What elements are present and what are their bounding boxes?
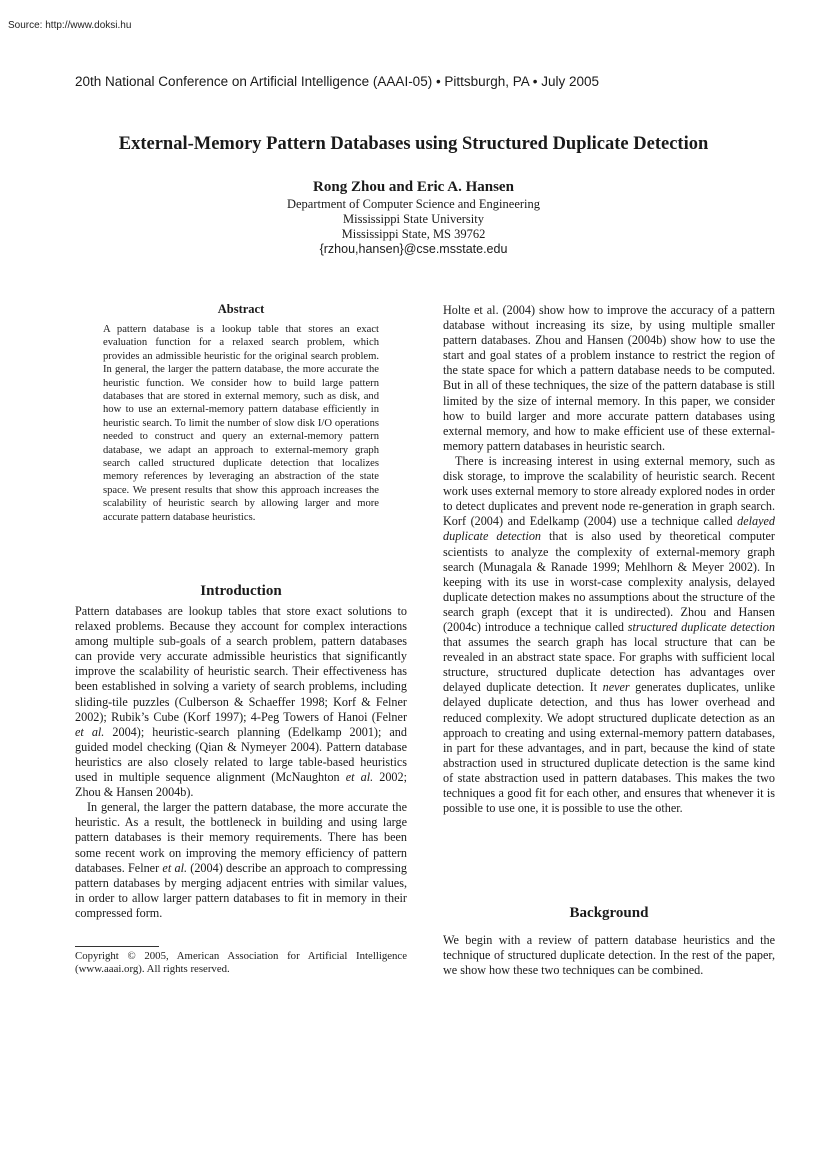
right-p2-term-structured: structured duplicate detection <box>627 619 775 634</box>
intro-p1-text-b: 2004); heuristic-search planning (Edelkamp 2001); and guided model checking (Qian & Nymeyer 2004). Pattern database heuristics are also closely related to large table-based heuristics used in multiple sequence alignment (McNaughton <box>75 724 407 785</box>
conference-header: 20th National Conference on Artificial Intelligence (AAAI-05) • Pittsburgh, PA • July 2005 <box>75 74 599 89</box>
affiliation-address: Mississippi State, MS 39762 <box>341 227 486 241</box>
right-p2-term-delayed: delayed duplicate detection <box>443 514 775 544</box>
right-paragraph-1: Holte et al. (2004) show how to improve the accuracy of a pattern database without increasing its size, by using multiple smaller pattern databases. Zhou and Hansen (2004b) show how to use the start and goal states of a problem instance to restrict the region of the state space for which a pattern database needs to be computed. But in all of these techniques, the size of the pattern database is still limited by the size of internal memory. In this paper, we consider how to build larger and more accurate pattern databases using external memory, and how to make efficient use of these external-memory pattern databases in heuristic search. <box>443 303 775 453</box>
background-body <box>443 933 775 978</box>
intro-p1-text-a: Pattern databases are lookup tables that store exact solutions to relaxed problems. Because they account for complex interactions among multiple sub-goals of a search problem, pattern databases can provide very accurate admissible heuristics that significantly improve the scalability of heuristic search. Their effectiveness has been established in solving a variety of search problems, including sliding-tile puzzles (Culberson & Schaeffer 1998; Korf & Felner 2002); Rubik’s Cube (Korf 1997); 4-Peg Towers of Hanoi (Felner <box>75 604 407 724</box>
paper-title: External-Memory Pattern Databases using Structured Duplicate Detection <box>118 134 709 154</box>
footnote-rule <box>75 946 159 947</box>
source-url: Source: http://www.doksi.hu <box>8 20 132 31</box>
right-p2-text-c: that assumes the search graph has local structure that can be revealed in an abstract state space. For graphs with sufficient local structure, structured duplicate detection has advantages over delayed duplicate detection. It <box>443 635 775 695</box>
intro-p2-etal: et al. <box>162 860 188 875</box>
abstract-text: A pattern database is a lookup table that stores an exact evaluation function for a relaxed search problem, which provides an admissible heuristic for the original search problem. In general, the larger the pattern database, the more accurate the heuristic function. We consider how to build large pattern databases that are stored in external memory, such as disk, and how to use an external-memory pattern database efficiently in heuristic search. To limit the number of slow disk I/O operations needed to construct and query an external-memory pattern database, we adapt an approach to external-memory graph search called structured duplicate detection that localizes memory references by leveraging an abstraction of the state space. We present results that show this approach increases the scalability of heuristic search by allowing larger and more accurate pattern database heuristics. <box>103 324 379 523</box>
intro-p1-text-c: 2002; Zhou & Hansen 2004b). <box>75 770 408 800</box>
intro-p2-text-b: (2004) describe an approach to compressing pattern databases by merging adjacent entries with similar values, in order to allow larger pattern databases to fit in memory in their compressed form. <box>75 860 407 920</box>
affiliation-block <box>0 197 827 257</box>
right-p2-text-a: There is increasing interest in using external memory, such as disk storage, to improve the scalability of heuristic search. Recent work uses external memory to store already explored nodes in order to detect duplicates and prevent node re-generation in graph search. Korf (2004) and Edelkamp (2004) use a technique called <box>443 453 775 529</box>
affiliation-email: {rzhou,hansen}@cse.msstate.edu <box>319 242 508 256</box>
copyright-notice: Copyright © 2005, American Association for Artificial Intelligence (www.aaai.org). All rights reserved. <box>75 950 407 975</box>
right-paragraph-2 <box>443 454 775 816</box>
intro-paragraph-2 <box>75 800 407 921</box>
abstract-heading: Abstract <box>217 302 265 316</box>
paper-authors: Rong Zhou and Eric A. Hansen <box>313 179 514 195</box>
right-p2-text-d: generates duplicates, unlike delayed duplicate detection, and thus has lower overhead and reduced complexity. We adopt structured duplicate detection as an approach to creating and using external-memory pattern databases, in part for these advantages, and in part, because the kind of state abstraction used in structured duplicate detection is the same kind of state abstraction used in pattern databases. This makes the two techniques a good fit for each other, and ensures that whenever it is possible to use one, it is possible to use the other. <box>443 680 775 816</box>
intro-p2-text-a: In general, the larger the pattern database, the more accurate the heuristic. As a result, the bottleneck in building and using large pattern databases is their memory requirements. There has been some recent work on improving the memory efficiency of pattern databases. Felner <box>75 800 407 875</box>
introduction-body <box>75 604 407 921</box>
background-heading: Background <box>569 905 649 921</box>
intro-p1-etal-1: et al. <box>75 724 105 739</box>
background-paragraph-1: We begin with a review of pattern database heuristics and the technique of structured duplicate detection. In the rest of the paper, we show how these two techniques can be combined. <box>443 933 775 978</box>
intro-paragraph-1 <box>75 604 407 800</box>
affiliation-university: Mississippi State University <box>343 212 484 226</box>
right-p2-never: never <box>602 680 630 695</box>
intro-p1-etal-2: et al. <box>345 770 374 785</box>
introduction-heading: Introduction <box>200 583 282 599</box>
right-p2-text-b: that is also used by theoretical computer scientists to analyze the complexity of external-memory graph search (Munagala & Ranade 1999; Mehlhorn & Meyer 2002). In keeping with its use in worst-case complexity analysis, delayed duplicate detection makes no assumptions about the structure of the search graph (except that it is undirected). Zhou and Hansen (2004c) introduce a technique called <box>443 529 775 634</box>
right-column-body <box>443 303 775 816</box>
affiliation-dept: Department of Computer Science and Engineering <box>286 197 541 211</box>
